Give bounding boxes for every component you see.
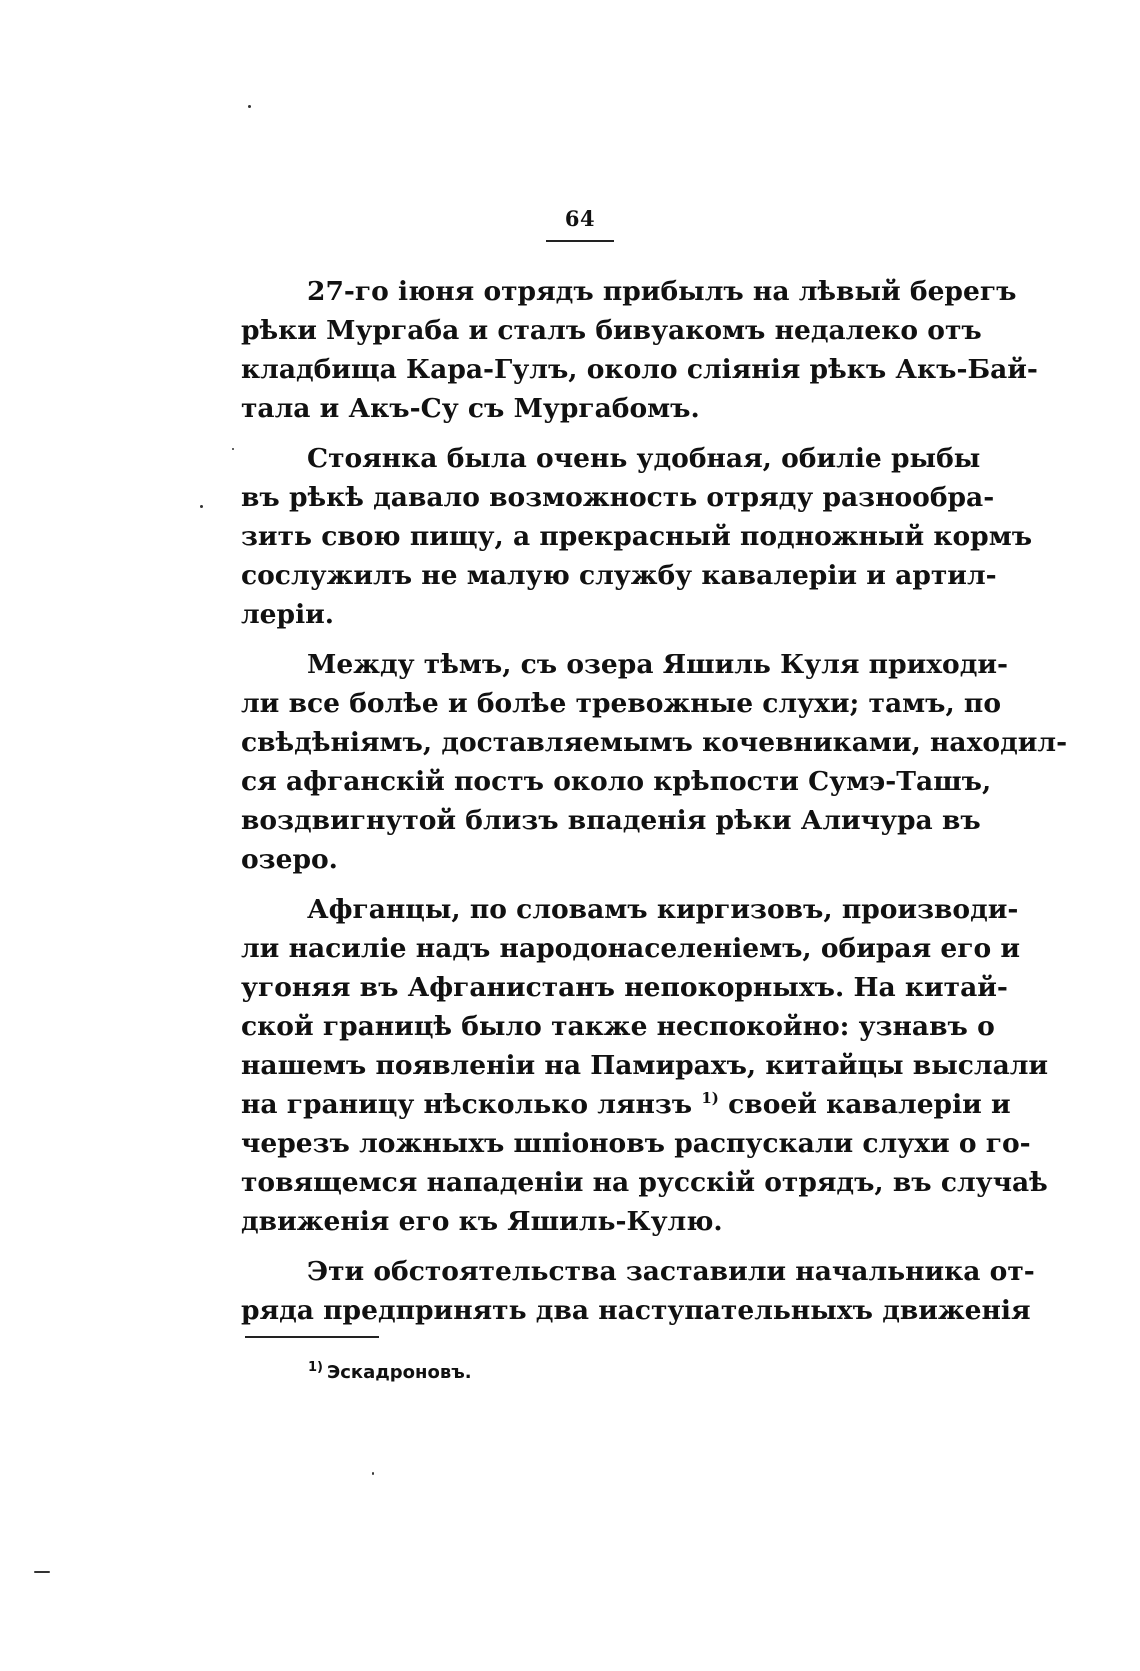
text-line: товящемся нападеніи на русскій отрядъ, въ случаѣ <box>241 1167 1048 1198</box>
text-line: рѣки Мургаба и сталъ бивуакомъ недалеко отъ <box>241 315 982 346</box>
paragraph-5 <box>241 1252 1035 1330</box>
text-line: черезъ ложныхъ шпіоновъ распускали слухи о го- <box>241 1128 1031 1159</box>
text-line: 27-го іюня отрядъ прибылъ на лѣвый берегъ <box>307 276 1017 307</box>
page-number: 64 <box>564 206 596 231</box>
footnote-reference: 1) <box>701 1089 719 1108</box>
scan-speck <box>248 105 251 108</box>
text-line: Стоянка была очень удобная, обиліе рыбы <box>307 443 981 474</box>
text-line: свѣдѣніямъ, доставляемымъ кочевниками, находил- <box>241 727 1068 758</box>
footnote-rule <box>245 1336 379 1338</box>
paragraph-4 <box>241 890 1049 1241</box>
scan-speck <box>372 1472 374 1475</box>
text-line: угоняя въ Афганистанъ непокорныхъ. На китай- <box>241 972 1008 1003</box>
text-line: движенія его къ Яшиль-Кулю. <box>241 1206 723 1237</box>
paragraph-1 <box>241 272 1038 428</box>
text-segment: на границу нѣсколько лянзъ <box>241 1089 693 1120</box>
text-line: тала и Акъ-Су съ Мургабомъ. <box>241 393 700 424</box>
body-text <box>241 272 1068 1341</box>
text-line: ся афганскій постъ около крѣпости Сумэ-Ташъ, <box>241 766 992 797</box>
text-line: Афганцы, по словамъ киргизовъ, производи- <box>307 894 1019 925</box>
footnote-text: Эскадроновъ. <box>327 1362 472 1383</box>
text-line: озеро. <box>241 844 338 875</box>
text-line: сослужилъ не малую службу кавалеріи и артил- <box>241 560 997 591</box>
text-line-with-footnote-ref <box>241 1085 1011 1124</box>
text-line: кладбища Кара-Гулъ, около сліянія рѣкъ Акъ-Бай- <box>241 354 1038 385</box>
text-line: нашемъ появленіи на Памирахъ, китайцы выслали <box>241 1050 1049 1081</box>
text-segment: своей кавалеріи и <box>718 1089 1011 1120</box>
text-line: ли все болѣе и болѣе тревожные слухи; тамъ, по <box>241 688 1001 719</box>
scan-speck <box>232 448 234 450</box>
scan-speck <box>200 505 203 508</box>
paragraph-2 <box>241 439 1033 634</box>
paragraph-3 <box>241 645 1068 879</box>
text-line: въ рѣкѣ давало возможность отряду разнообра- <box>241 482 995 513</box>
text-line: воздвигнутой близъ впаденія рѣки Аличура въ <box>241 805 981 836</box>
text-line: Эти обстоятельства заставили начальника от- <box>307 1256 1035 1287</box>
footnote <box>308 1360 472 1383</box>
footnote-marker: 1) <box>308 1360 323 1375</box>
text-line: ли насиліе надъ народонаселеніемъ, обирая его и <box>241 933 1021 964</box>
text-line: зить свою пищу, а прекрасный подножный кормъ <box>241 521 1033 552</box>
page-number-rule <box>546 240 614 242</box>
text-line: леріи. <box>241 599 335 630</box>
text-line: Между тѣмъ, съ озера Яшиль Куля приходи- <box>307 649 1009 680</box>
text-line: ской границѣ было также неспокойно: узнавъ о <box>241 1011 995 1042</box>
scan-speck <box>34 1571 50 1573</box>
text-line: ряда предпринять два наступательныхъ движенія <box>241 1295 1031 1326</box>
